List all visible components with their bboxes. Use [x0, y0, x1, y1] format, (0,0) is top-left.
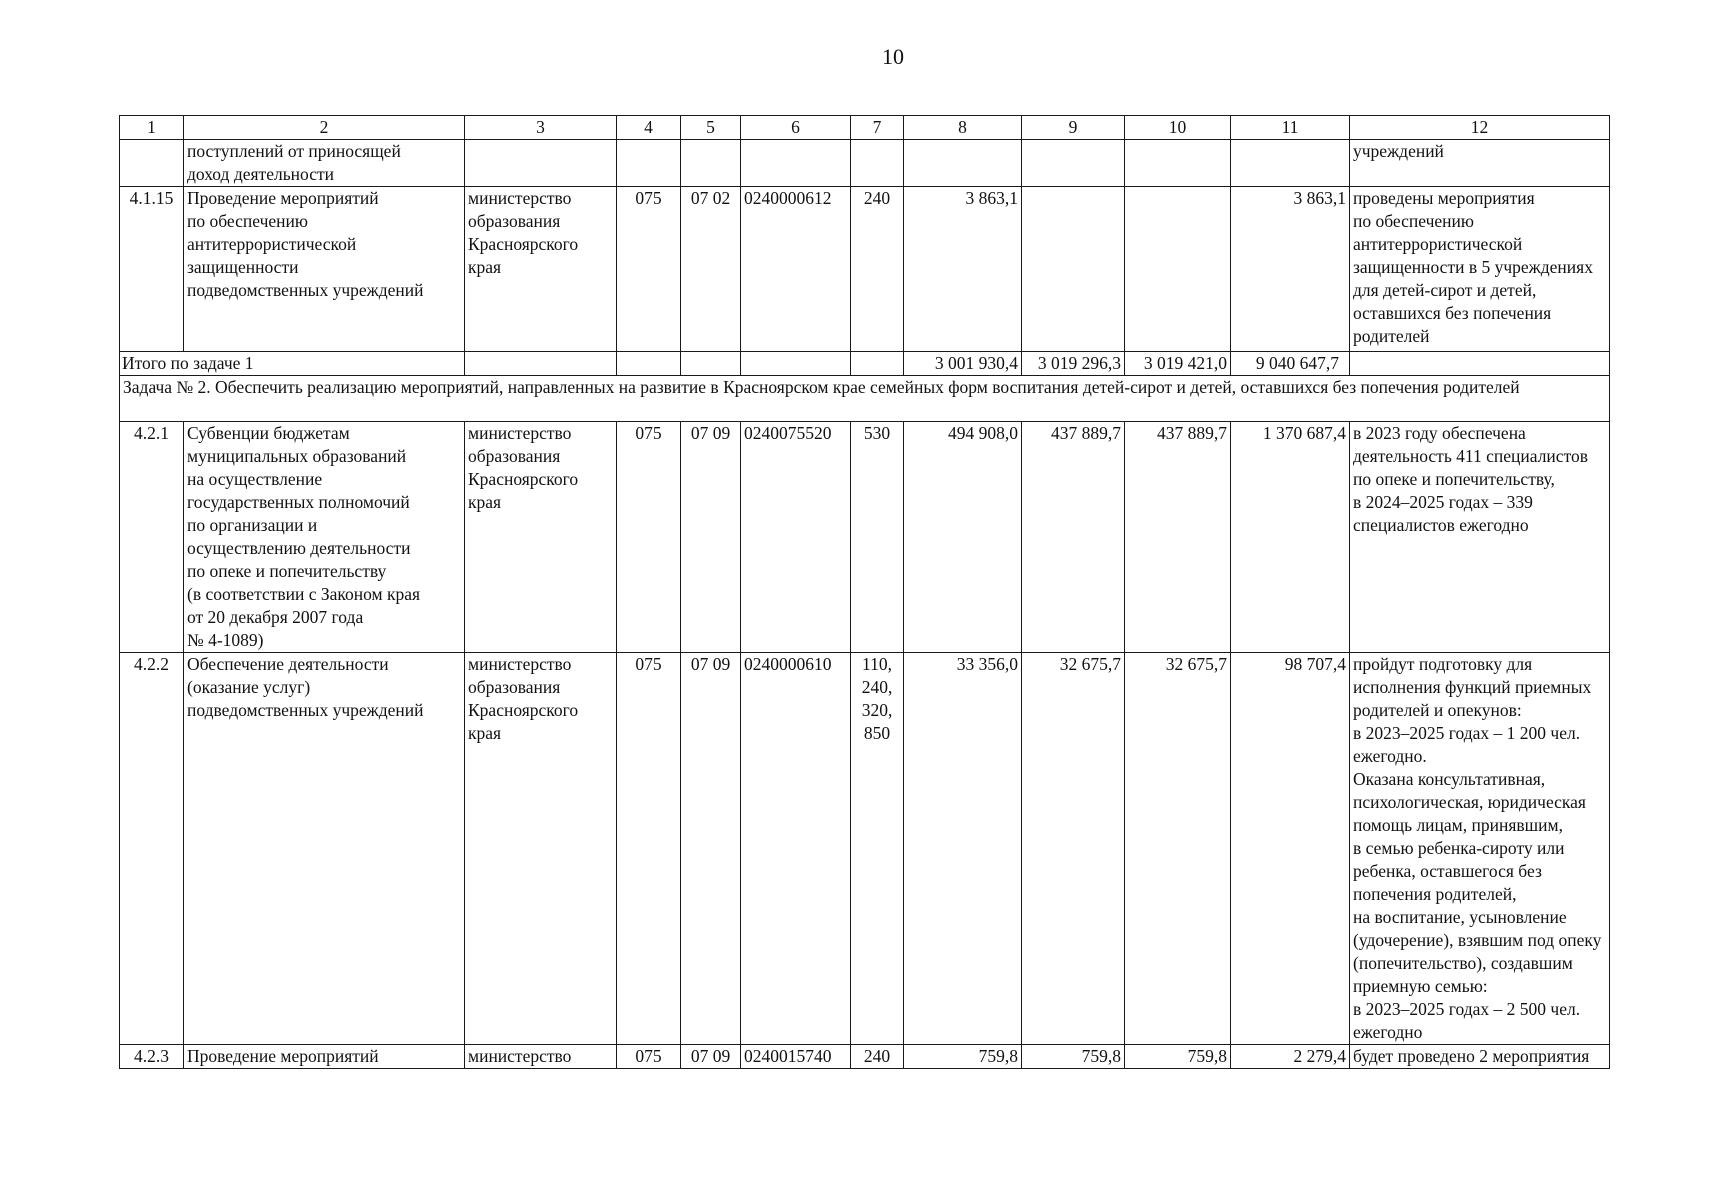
cell-num: 4.2.2	[120, 653, 184, 1045]
program-activities-table	[119, 115, 1610, 1069]
cell-c11	[1231, 140, 1350, 187]
cell-c7: 240	[851, 1045, 904, 1069]
task-2-title: Задача № 2. Обеспечить реализацию мероприятий, направленных на развитие в Красноярском крае семейных форм воспитания детей-сирот и детей, оставшихся без попечения родителей	[120, 376, 1610, 422]
table-row-4-2-1	[120, 422, 1610, 653]
cell-grbs	[465, 352, 617, 376]
table-row-4-2-2	[120, 653, 1610, 1045]
continuation-row	[120, 140, 1610, 187]
cell-c5: 07 09	[681, 1045, 741, 1069]
col-header-1: 1	[120, 116, 184, 140]
cell-c4: 075	[617, 422, 681, 653]
cell-c7: 530	[851, 422, 904, 653]
cell-c9	[1022, 140, 1125, 187]
total-c9: 3 019 296,3	[1022, 352, 1125, 376]
table-row-4-1-15	[120, 187, 1610, 352]
total-label: Итого по задаче 1	[120, 352, 465, 376]
cell-num	[120, 140, 184, 187]
cell-c10: 759,8	[1125, 1045, 1231, 1069]
cell-c11: 2 279,4	[1231, 1045, 1350, 1069]
cell-num: 4.2.1	[120, 422, 184, 653]
cell-c4	[617, 352, 681, 376]
cell-c6: 0240015740	[741, 1045, 851, 1069]
total-c10: 3 019 421,0	[1125, 352, 1231, 376]
cell-name: Субвенции бюджетам муниципальных образований на осуществление государственных полномочий по организации и осуществлению деятельности по опеке и попечительству (в соответствии с Законом края от 20 декабря 2007 года № 4-1089)	[184, 422, 465, 653]
cell-name: Обеспечение деятельности (оказание услуг) подведомственных учреждений	[184, 653, 465, 1045]
cell-c6	[741, 140, 851, 187]
cell-c7	[851, 352, 904, 376]
cell-result: учреждений	[1350, 140, 1610, 187]
cell-c4: 075	[617, 187, 681, 352]
cell-c10	[1125, 187, 1231, 352]
cell-result: будет проведено 2 мероприятия	[1350, 1045, 1610, 1069]
col-header-10: 10	[1125, 116, 1231, 140]
cell-result: в 2023 году обеспечена деятельность 411 специалистов по опеке и попечительству, в 2024–2025 годах – 339 специалистов ежегодно	[1350, 422, 1610, 653]
cell-c5: 07 09	[681, 653, 741, 1045]
cell-c7	[851, 140, 904, 187]
col-header-12: 12	[1350, 116, 1610, 140]
col-header-6: 6	[741, 116, 851, 140]
cell-num: 4.2.3	[120, 1045, 184, 1069]
cell-c5: 07 09	[681, 422, 741, 653]
cell-name: поступлений от приносящей доход деятельности	[184, 140, 465, 187]
table-row-4-2-3	[120, 1045, 1610, 1069]
cell-num: 4.1.15	[120, 187, 184, 352]
cell-grbs: министерство образования Красноярского края	[465, 187, 617, 352]
cell-c9: 32 675,7	[1022, 653, 1125, 1045]
cell-c8: 759,8	[904, 1045, 1022, 1069]
cell-c8: 3 863,1	[904, 187, 1022, 352]
cell-grbs: министерство образования Красноярского края	[465, 653, 617, 1045]
cell-c4: 075	[617, 653, 681, 1045]
cell-c9: 437 889,7	[1022, 422, 1125, 653]
cell-c11: 1 370 687,4	[1231, 422, 1350, 653]
cell-c5: 07 02	[681, 187, 741, 352]
cell-c6: 0240000610	[741, 653, 851, 1045]
cell-c9	[1022, 187, 1125, 352]
cell-name: Проведение мероприятий по обеспечению антитеррористической защищенности подведомственных учреждений	[184, 187, 465, 352]
total-c11: 9 040 647,7	[1231, 352, 1350, 376]
cell-c10: 437 889,7	[1125, 422, 1231, 653]
cell-c6	[741, 352, 851, 376]
total-c8: 3 001 930,4	[904, 352, 1022, 376]
cell-c10	[1125, 140, 1231, 187]
cell-result	[1350, 352, 1610, 376]
col-header-3: 3	[465, 116, 617, 140]
col-header-4: 4	[617, 116, 681, 140]
page-number: 10	[882, 44, 904, 69]
total-row-task-1	[120, 352, 1610, 376]
col-header-2: 2	[184, 116, 465, 140]
cell-result: пройдут подготовку для исполнения функций приемных родителей и опекунов: в 2023–2025 годах – 1 200 чел. ежегодно. Оказана консультативная, психологическая, юридическая помощь лицам, принявшим, в семью ребенка-сироту или ребенка, оставшегося без попечения родителей, на воспитание, усыновление (удочерение), взявшим под опеку (попечительство), создавшим приемную семью: в 2023–2025 годах – 2 500 чел. ежегодно	[1350, 653, 1610, 1045]
cell-c10: 32 675,7	[1125, 653, 1231, 1045]
cell-c5	[681, 140, 741, 187]
cell-c7: 240	[851, 187, 904, 352]
cell-c4	[617, 140, 681, 187]
cell-grbs	[465, 140, 617, 187]
col-header-9: 9	[1022, 116, 1125, 140]
col-header-7: 7	[851, 116, 904, 140]
cell-c7: 110, 240, 320, 850	[851, 653, 904, 1045]
cell-c9: 759,8	[1022, 1045, 1125, 1069]
cell-c5	[681, 352, 741, 376]
cell-c8	[904, 140, 1022, 187]
col-header-5: 5	[681, 116, 741, 140]
cell-grbs: министерство образования Красноярского края	[465, 422, 617, 653]
cell-c8: 494 908,0	[904, 422, 1022, 653]
cell-c6: 0240000612	[741, 187, 851, 352]
cell-result: проведены мероприятия по обеспечению антитеррористической защищенности в 5 учреждениях для детей-сирот и детей, оставшихся без попечения родителей	[1350, 187, 1610, 352]
cell-c11: 98 707,4	[1231, 653, 1350, 1045]
cell-grbs: министерство	[465, 1045, 617, 1069]
cell-c4: 075	[617, 1045, 681, 1069]
cell-name: Проведение мероприятий	[184, 1045, 465, 1069]
task-2-header-row	[120, 376, 1610, 422]
cell-c8: 33 356,0	[904, 653, 1022, 1045]
column-number-row	[120, 116, 1610, 140]
col-header-8: 8	[904, 116, 1022, 140]
cell-c6: 0240075520	[741, 422, 851, 653]
col-header-11: 11	[1231, 116, 1350, 140]
cell-c11: 3 863,1	[1231, 187, 1350, 352]
